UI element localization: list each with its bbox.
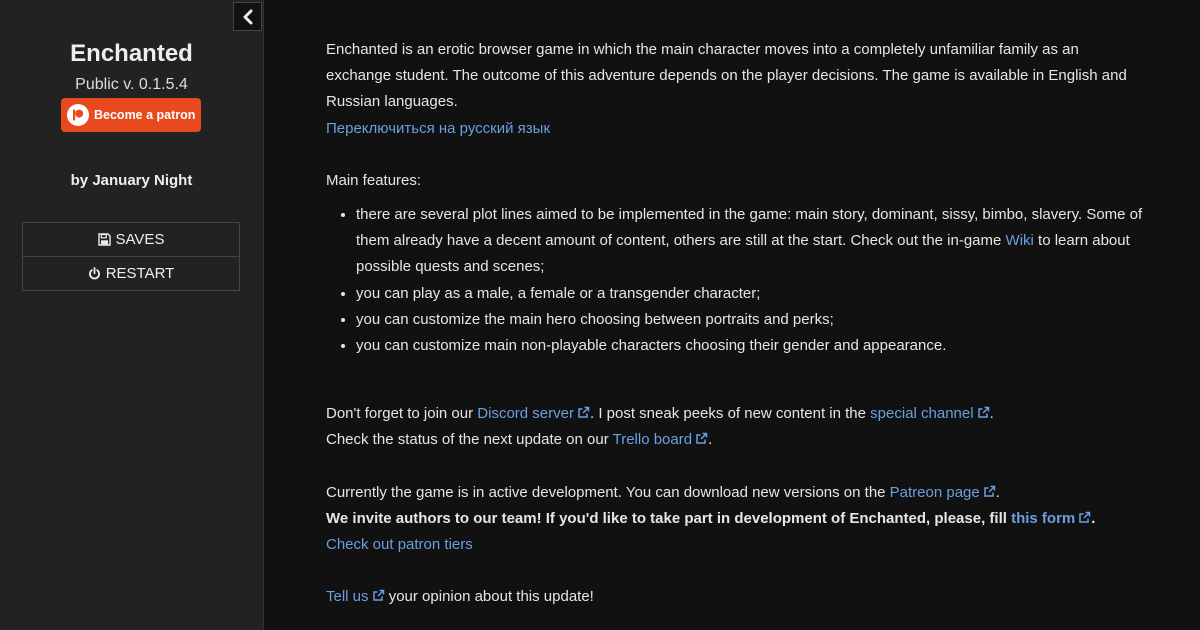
saves-button[interactable] (23, 223, 239, 256)
feature-item: • you can play as a male, a female or a transgender character; (356, 281, 1146, 307)
discord-server-link[interactable]: Discord server (477, 405, 590, 422)
this-form-link[interactable]: this form (1011, 510, 1091, 527)
patreon-logo-icon (67, 104, 89, 126)
chevron-left-icon (241, 9, 255, 25)
become-patron-button[interactable] (61, 98, 201, 132)
wiki-link[interactable]: Wiki (1005, 232, 1034, 250)
discord-line: Don't forget to join our Discord server . I post sneak peeks of new content in the special channel . (326, 405, 994, 423)
sidebar-menu (22, 222, 240, 291)
feedback-line: Tell us your opinion about this update! (326, 588, 594, 606)
invite-line: We invite authors to our team! If you'd like to take part in development of Enchanted, please, fill this form . (326, 509, 1096, 527)
development-line: Currently the game is in active development. You can download new versions on the Patreon page . (326, 483, 1000, 501)
feature-item: • there are several plot lines aimed to be implemented in the game: main story, dominant, sissy, bimbo, slavery. Some of them already have a decent amount of content, others are still at the start. Check out the in-game Wiki to learn about possible quests and scenes; (356, 202, 1146, 281)
trello-board-link[interactable]: Trello board (613, 431, 708, 448)
patron-tiers-link[interactable]: Check out patron tiers (326, 536, 473, 554)
external-link-icon (695, 432, 708, 445)
sidebar (0, 0, 264, 630)
features-heading: Main features: (326, 171, 422, 189)
game-title: Enchanted (70, 40, 193, 67)
restart-label: RESTART (105, 265, 175, 282)
features-list (326, 202, 1146, 359)
floppy-disk-icon (98, 233, 111, 246)
intro-text: Enchanted is an erotic browser game in which the main character moves into a completely unfamiliar family as an exchange student. The outcome of this adventure depends on the player decisions. The game is available in English and Russian languages. (326, 41, 1127, 111)
external-link-icon (372, 589, 385, 602)
external-link-icon (977, 406, 990, 419)
feature-item: • you can customize the main hero choosing between portraits and perks; (356, 307, 1146, 333)
switch-language-link[interactable]: Переключиться на русский язык (326, 119, 551, 137)
game-version: Public v. 0.1.5.4 (75, 76, 188, 93)
feature-item: • you can customize main non-playable characters choosing their gender and appearance. (356, 333, 1146, 359)
external-link-icon (983, 485, 996, 498)
author-credit: by January Night (70, 172, 193, 189)
restart-button[interactable] (23, 256, 239, 290)
tell-us-link[interactable]: Tell us (326, 588, 385, 605)
saves-label: SAVES (115, 231, 165, 248)
sidebar-toggle-button[interactable] (233, 2, 262, 31)
special-channel-link[interactable]: special channel (870, 405, 989, 422)
trello-line: Check the status of the next update on our Trello board . (326, 431, 713, 449)
external-link-icon (1078, 511, 1091, 524)
external-link-icon (577, 406, 590, 419)
power-icon (88, 267, 101, 280)
main-content (326, 37, 1146, 610)
patreon-page-link[interactable]: Patreon page (890, 484, 996, 501)
become-patron-label: Become a patron (94, 108, 196, 122)
